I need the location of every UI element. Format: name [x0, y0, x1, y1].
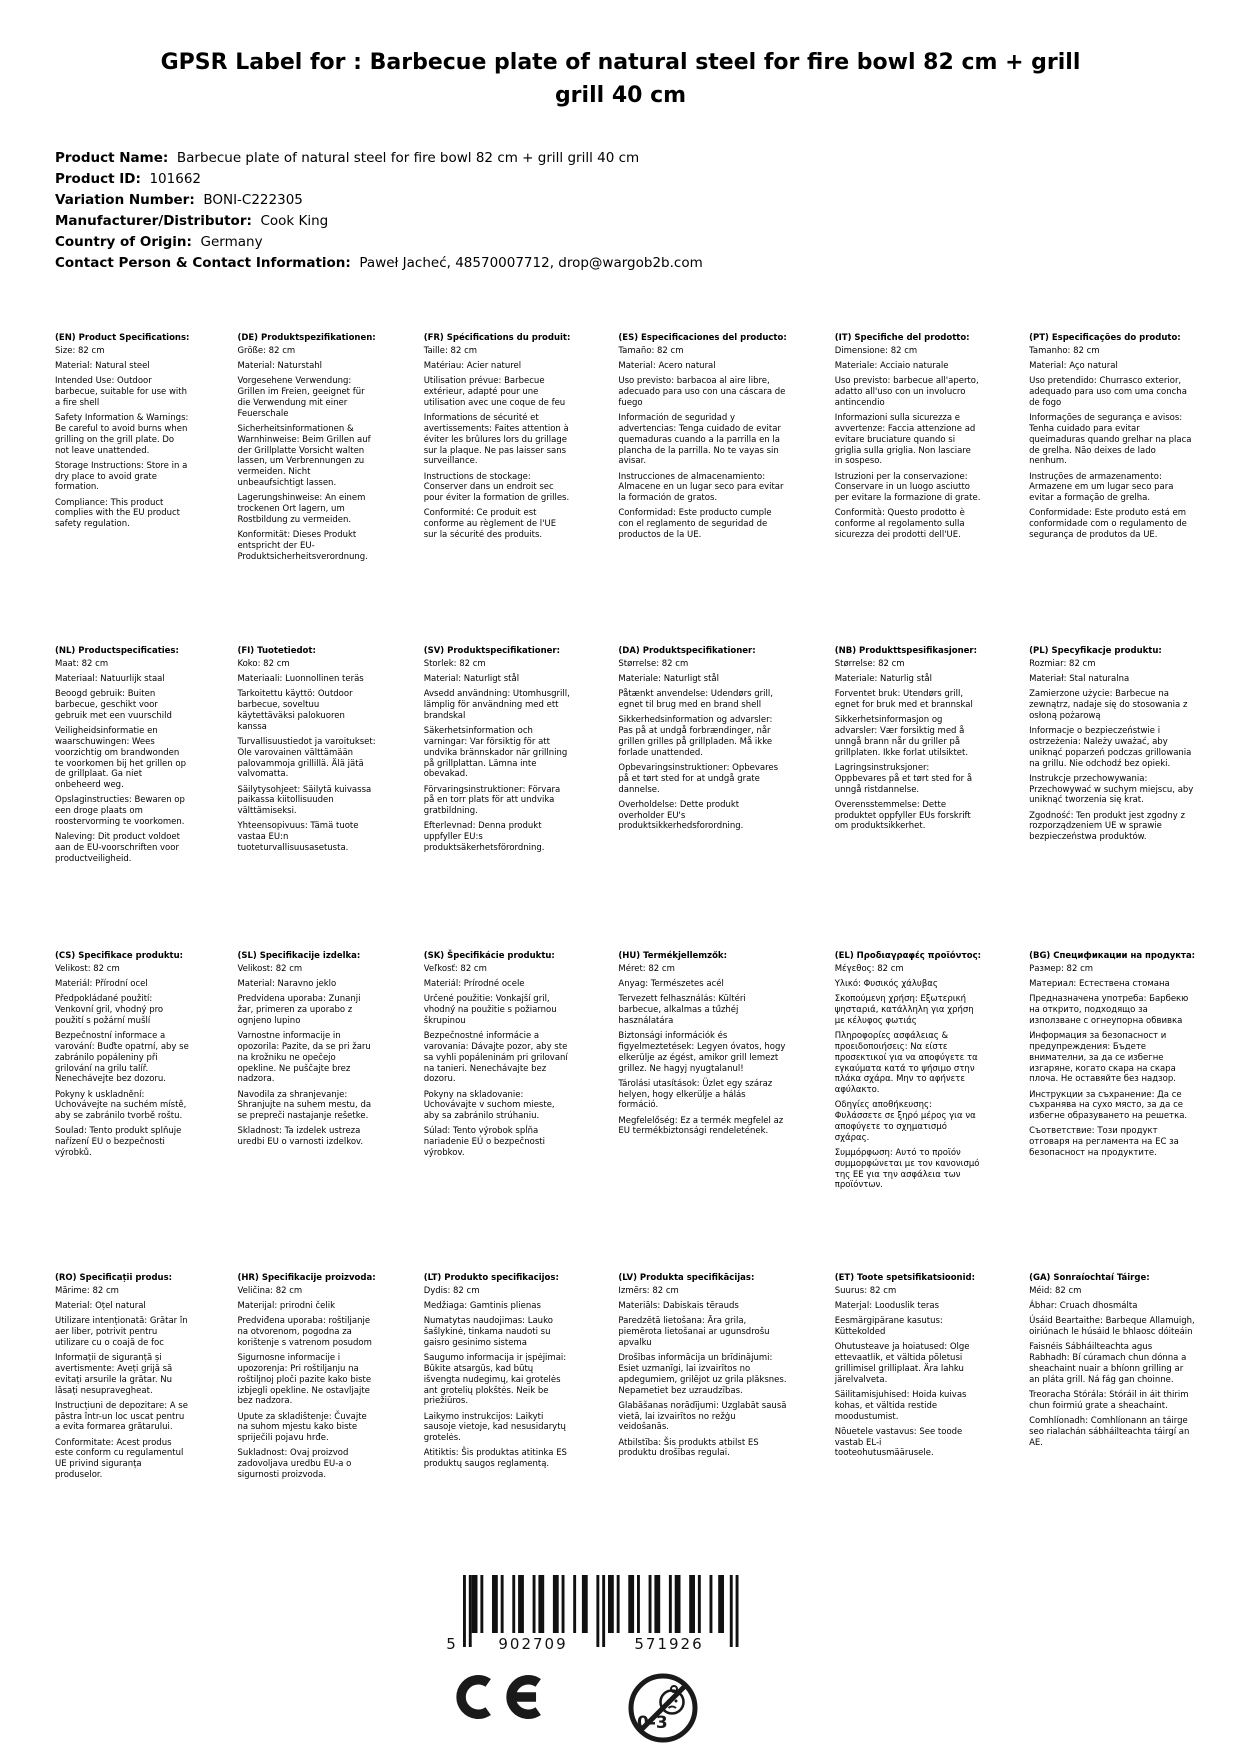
spec-paragraph: Úsáid Beartaithe: Barbeque Allamuigh, oiriúnach le húsáid le bhlaosc dóiteáin: [1029, 1316, 1195, 1338]
spec-paragraph: Größe: 82 cm: [237, 345, 296, 356]
info-label: Product ID:: [55, 170, 141, 187]
spec-paragraph: Conformité: Ce produit est conforme au règlement de l'UE sur la sécurité des produits.: [423, 508, 557, 540]
spec-paragraph: Instrucciones de almacenamiento: Almacene en un lugar seco para evitar la formación de gratos.: [618, 471, 784, 504]
spec-paragraph: Maat: 82 cm: [55, 658, 109, 669]
spec-paragraph: Información de seguridad y advertencias: Tenga cuidado de evitar quemaduras cuando a la parrilla en la plancha de la parrilla. No te vayas sin avisar.: [618, 413, 781, 467]
spec-paragraph: Koko: 82 cm: [237, 658, 290, 669]
lang-block-sl: [237, 951, 423, 1273]
spec-paragraph: Säilitamisjuhised: Hoida kuivas kohas, et vältida restide moodustumist.: [834, 1390, 967, 1422]
spec-paragraph: Soulad: Tento produkt splňuje nařízení EU o bezpečnosti výrobků.: [55, 1126, 182, 1158]
lang-block-et: [835, 1273, 1029, 1485]
info-label: Variation Number:: [55, 191, 195, 208]
info-value: 101662: [140, 170, 202, 187]
spec-paragraph: Materijal: prirodni čelik: [237, 1301, 336, 1312]
lang-block-fr: [424, 333, 619, 646]
lang-block-header: (LT) Produkto specifikacijos:: [423, 1273, 559, 1283]
spec-paragraph: Naleving: Dit product voldoet aan de EU-voorschriften voor productveiligheid.: [55, 832, 180, 864]
spec-paragraph: Zgodność: Ten produkt jest zgodny z rozporządzeniem UE w sprawie bezpieczeństwa produktów.: [1029, 810, 1185, 843]
spec-paragraph: Informações de segurança e avisos: Tenha cuidado para evitar queimaduras quando grelhar na placa de grelha. Não deixes de lado nenhum.: [1029, 413, 1192, 467]
spec-paragraph: Overensstemmelse: Dette produktet oppfyller EUs forskrift om produktsikkerhet.: [834, 799, 971, 832]
spec-paragraph: Medžiaga: Gamtinis plienas: [423, 1301, 541, 1312]
info-line: [55, 211, 1181, 232]
spec-paragraph: Storlek: 82 cm: [423, 658, 486, 669]
barcode-digit-left: 5: [446, 1635, 456, 1653]
spec-paragraph: Předpokládané použití: Venkovní gril, vhodný pro použití s požární mušlí: [55, 994, 164, 1026]
spec-paragraph: Uso previsto: barbacoa al aire libre, adecuado para uso con una cáscara de fuego: [618, 376, 786, 408]
spec-paragraph: Materiale: Acciaio naturale: [834, 361, 949, 372]
spec-paragraph: Opbevaringsinstruktioner: Opbevares på et tørt sted for at undgå grate dannelse.: [618, 763, 779, 795]
spec-paragraph: Efterlevnad: Denna produkt uppfyller EU:s produktsäkerhetsförordning.: [423, 821, 545, 853]
spec-paragraph: Material: Aço natural: [1029, 361, 1118, 372]
spec-paragraph: Σκοπούμενη χρήση: Εξωτερική ψησταριά, κατάλληλη για χρήση με κέλυφος φωτιάς: [834, 994, 974, 1026]
lang-block-header: (FI) Tuotetiedot:: [237, 646, 316, 656]
spec-paragraph: Pokyny k uskladnění: Uchovávejte na suchém místě, aby se zabránilo tvorbě roštu.: [55, 1089, 187, 1122]
spec-paragraph: Treoracha Stórála: Stóráil in áit thirim chun foirmiú grate a sheachaint.: [1029, 1390, 1189, 1411]
spec-paragraph: Bezpečnostné informácie a varovania: Dávajte pozor, aby ste sa vyhli popáleninám pri grilovaní na tanieri. Nenechávajte bez dozoru.: [423, 1031, 568, 1085]
barcode-graphic: [441, 1575, 743, 1655]
spec-paragraph: Materiale: Naturlig stål: [834, 674, 932, 685]
spec-paragraph: Информация за безопасност и предупреждения: Бъдете внимателни, за да се избегне изгаряне, когато скара на скара плоча. Не оставяйте без надзор.: [1029, 1031, 1176, 1085]
spec-paragraph: Størrelse: 82 cm: [834, 658, 905, 669]
language-grid: [55, 333, 1240, 1485]
spec-paragraph: Skladnost: Ta izdelek ustreza uredbi EU o varnosti izdelkov.: [237, 1126, 364, 1148]
lang-block-da: [618, 646, 834, 951]
lang-block-header: (PT) Especificações do produto:: [1029, 333, 1181, 343]
lang-block-lv: [618, 1273, 834, 1485]
spec-paragraph: Informații de siguranță și avertismente: Aveți grijă să evitați arsurile la grătar. Nu lăsați nesupravegheat.: [55, 1353, 173, 1396]
spec-paragraph: Materiaali: Luonnollinen teräs: [237, 674, 364, 685]
spec-paragraph: Navodila za shranjevanje: Shranjujte na suhem mestu, da se prepreči nastajanje rešetke.: [237, 1089, 372, 1122]
spec-paragraph: Safety Information & Warnings: Be careful to avoid burns when grilling on the grill plate. Do not leave unattended.: [55, 413, 189, 456]
info-label: Country of Origin:: [55, 233, 192, 250]
spec-paragraph: Material: Natural steel: [55, 361, 150, 372]
spec-paragraph: Инструкции за съхранение: Да се съхранява на сухо място, за да се избегне образуването на решетка.: [1029, 1089, 1188, 1122]
spec-paragraph: Sikkerhedsinformation og advarsler: Pas på at undgå forbrændinger, når grillen grilles på grillpladen. Må ikke forlade unattended.: [618, 715, 773, 758]
spec-paragraph: Συμμόρφωση: Αυτό το προϊόν συμμορφώνεται με τον κανονισμό της ΕΕ για την ασφάλεια των προϊόντων.: [834, 1148, 980, 1191]
lang-block-hr: [237, 1273, 423, 1485]
spec-paragraph: Drošības informācija un brīdinājumi: Esiet uzmanīgi, lai izvairītos no apdegumiem, grilējot uz grila plāksnes. Nepametiet bez uzraudzības.: [618, 1353, 787, 1396]
spec-paragraph: Uso previsto: barbecue all'aperto, adatto all'uso con un involucro antincendio: [834, 376, 979, 408]
lang-block-header: (HR) Specifikacije proizvoda:: [237, 1273, 376, 1283]
spec-paragraph: Velikost: 82 cm: [237, 963, 303, 974]
spec-paragraph: Tervezett felhasználás: Kültéri barbecue, alkalmas a tűzhéj használatára: [618, 994, 746, 1026]
spec-paragraph: Съответствие: Този продукт отговаря на регламента на ЕС за безопасност на продуктите.: [1029, 1126, 1179, 1158]
spec-paragraph: Tamaño: 82 cm: [618, 345, 684, 356]
spec-paragraph: Conformidad: Este producto cumple con el reglamento de seguridad de productos de la UE.: [618, 508, 772, 540]
spec-paragraph: Utilizare intenționată: Grătar în aer liber, potrivit pentru utilizare cu o coajă de foc: [55, 1316, 188, 1348]
spec-paragraph: Matériau: Acier naturel: [423, 361, 522, 372]
spec-paragraph: Taille: 82 cm: [423, 345, 478, 356]
spec-paragraph: Súlad: Tento výrobok spĺňa nariadenie EÚ o bezpečnosti výrobkov.: [423, 1126, 545, 1158]
spec-paragraph: Izmērs: 82 cm: [618, 1285, 679, 1296]
spec-paragraph: Predviđena uporaba: roštiljanje na otvorenom, pogodna za korištenje s vatrenom posudom: [237, 1316, 372, 1348]
spec-paragraph: Uso pretendido: Churrasco exterior, adequado para uso com uma concha de fogo: [1029, 376, 1187, 408]
spec-paragraph: Materiál: Prírodné ocele: [423, 979, 525, 990]
info-label: Product Name:: [55, 150, 169, 166]
spec-paragraph: Förvaringsinstruktioner: Förvara på en torr plats för att undvika gratbildning.: [423, 784, 561, 817]
info-value: Germany: [191, 233, 263, 250]
spec-paragraph: Méid: 82 cm: [1029, 1285, 1082, 1296]
barcode-digits-group2: 571926: [634, 1635, 704, 1653]
spec-paragraph: Laikymo instrukcijos: Laikyti sausoje vietoje, kad nesusidarytų grotelės.: [423, 1411, 566, 1444]
spec-paragraph: Sikkerhetsinformasjon og advarsler: Vær forsiktig med å unngå brann når du griller på grillplaten. Ikke forlat utilsiktet.: [834, 715, 969, 758]
page-title: [0, 46, 1241, 112]
compliance-marks: [455, 1671, 862, 1745]
spec-paragraph: Anyag: Természetes acél: [618, 979, 724, 990]
spec-paragraph: Intended Use: Outdoor barbecue, suitable for use with a fire shell: [55, 376, 187, 408]
bottom-marks-section: [392, 1575, 862, 1745]
spec-paragraph: Instrucțiuni de depozitare: A se păstra într-un loc uscat pentru a evita formarea grătarului.: [55, 1400, 188, 1433]
spec-paragraph: Istruzioni per la conservazione: Conservare in un luogo asciutto per evitare la formazione di grate.: [834, 471, 981, 504]
spec-paragraph: Comhlíonadh: Comhlíonann an táirge seo rialachán sábháilteachta táirgí an AE.: [1029, 1416, 1190, 1448]
lang-block-header: (CS) Specifikace produktu:: [55, 951, 184, 961]
lang-block-header: (DA) Produktspecifikationer:: [618, 646, 756, 656]
lang-block-header: (NB) Produkttspesifikasjoner:: [834, 646, 978, 656]
lang-block-sk: [424, 951, 619, 1273]
spec-paragraph: Μέγεθος: 82 cm: [834, 963, 904, 974]
age-warning-text: 0-3: [637, 1713, 668, 1733]
lang-block-nb: [835, 646, 1029, 951]
spec-paragraph: Storage Instructions: Store in a dry place to avoid grate formation.: [55, 460, 188, 493]
spec-paragraph: Biztonsági információk és figyelmeztetések: Legyen óvatos, hogy elkerülje az égést, amikor grill lemezt grillez. Ne hagyj nyugtalanul!: [618, 1031, 786, 1074]
spec-paragraph: Tarkoitettu käyttö: Outdoor barbecue, soveltuu käytettäväksi palokuoren kanssa: [237, 689, 353, 732]
spec-paragraph: Размер: 82 cm: [1029, 963, 1094, 974]
info-line: [55, 148, 1181, 169]
spec-paragraph: Υλικό: Φυσικός χάλυβας: [834, 979, 938, 990]
info-line: [55, 169, 1181, 190]
spec-paragraph: Sukladnost: Ovaj proizvod zadovoljava uredbu EU-a o sigurnosti proizvoda.: [237, 1448, 352, 1480]
spec-paragraph: Πληροφορίες ασφάλειας & προειδοποιήσεις: Να είστε προσεκτικοί για να αποφύγετε τα εγκαύματα κατά το ψήσιμο στην πλάκα σχάρα. Μην το αφήνετε αφύλακτο.: [834, 1031, 978, 1096]
spec-paragraph: Материал: Естествена стомана: [1029, 979, 1170, 990]
spec-paragraph: Forventet bruk: Utendørs grill, egnet for bruk med et brannskal: [834, 689, 973, 711]
lang-block-header: (EN) Product Specifications:: [55, 333, 190, 343]
lang-block-bg: [1029, 951, 1241, 1273]
spec-paragraph: Atbilstība: Šis produkts atbilst ES produktu drošības regulai.: [618, 1437, 759, 1459]
spec-paragraph: Størrelse: 82 cm: [618, 658, 689, 669]
spec-paragraph: Materiál: Přírodní ocel: [55, 979, 148, 990]
lang-block-header: (ET) Toote spetsifikatsioonid:: [834, 1273, 975, 1283]
info-line: [55, 232, 1181, 253]
spec-paragraph: Lagerungshinweise: An einem trockenen Ort lagern, um Rostbildung zu vermeiden.: [237, 493, 366, 525]
lang-block-it: [835, 333, 1029, 646]
ean-barcode: [441, 1575, 862, 1659]
spec-paragraph: Veiligheidsinformatie en waarschuwingen: Wees voorzichtig om brandwonden te voorkomen bij het grillen op de grillplaat. Ga niet onbeheerd weg.: [55, 726, 186, 791]
lang-block-header: (PL) Specyfikacje produktu:: [1029, 646, 1162, 656]
barcode-digits-group1: 902709: [498, 1635, 568, 1653]
lang-block-header: (DE) Produktspezifikationen:: [237, 333, 376, 343]
info-value: Paweł Jacheć, 48570007712, drop@wargob2b.com: [350, 254, 703, 271]
lang-block-es: [618, 333, 834, 646]
age-warning-0-3-icon: [626, 1671, 700, 1745]
spec-paragraph: Conformidade: Este produto está em conformidade com o regulamento de segurança de produtos da UE.: [1029, 508, 1187, 540]
lang-block-sv: [424, 646, 619, 951]
spec-paragraph: Material: Naravno jeklo: [237, 979, 337, 990]
spec-paragraph: Lagringsinstruksjoner: Oppbevares på et tørt sted for å unngå ristdannelse.: [834, 763, 973, 795]
page-title-text: GPSR Label for : Barbecue plate of natural steel for fire bowl 82 cm + grill grill 40 cm: [160, 50, 1081, 108]
spec-paragraph: Zamierzone użycie: Barbecue na zewnątrz, nadaje się do stosowania z osłoną pożarową: [1029, 689, 1188, 721]
spec-paragraph: Material: Naturstahl: [237, 361, 323, 372]
lang-block-header: (ES) Especificaciones del producto:: [618, 333, 787, 343]
spec-paragraph: Material: Naturligt stål: [423, 674, 520, 685]
lang-block-header: (FR) Spécifications du produit:: [423, 333, 571, 343]
spec-paragraph: Saugumo informacija ir įspėjimai: Būkite atsargūs, kad būtų išvengta nudegimų, kai grotelės ant grotelių plokštės. Neik be priežiūros.: [423, 1353, 567, 1407]
lang-block-en: [55, 333, 237, 646]
lang-block-header: (LV) Produkta specifikācijas:: [618, 1273, 755, 1283]
spec-paragraph: Paredzētā lietošana: Āra grila, piemērota lietošanai ar ugunsdrošu apvalku: [618, 1316, 770, 1348]
spec-paragraph: Compliance: This product complies with the EU product safety regulation.: [55, 497, 181, 530]
spec-paragraph: Instrukcje przechowywania: Przechowywać w suchym miejscu, aby uniknąć tworzenia się krat.: [1029, 773, 1194, 806]
lang-block-header: (GA) Sonraíochtaí Táirge:: [1029, 1273, 1150, 1283]
spec-paragraph: Avsedd användning: Utomhusgrill, lämplig för användning med ett brandskal: [423, 689, 570, 721]
spec-paragraph: Predvidena uporaba: Zunanji žar, primeren za uporabo z ognjeno lupino: [237, 994, 361, 1026]
spec-paragraph: Beoogd gebruik: Buiten barbecue, geschikt voor gebruik met een vuurschild: [55, 689, 172, 721]
lang-block-header: (SL) Specifikacije izdelka:: [237, 951, 361, 961]
spec-paragraph: Informations de sécurité et avertissements: Faites attention à éviter les brûlures lors du grillage sur la plaque. Ne pas laisser sans surveillance.: [423, 413, 569, 467]
lang-block-nl: [55, 646, 237, 951]
info-label: Contact Person & Contact Information:: [55, 254, 351, 271]
spec-paragraph: Konformität: Dieses Produkt entspricht der EU-Produktsicherheitsverordnung.: [237, 530, 368, 562]
spec-paragraph: Conformità: Questo prodotto è conforme al regolamento sulla sicurezza dei prodotti dell'UE.: [834, 508, 965, 540]
lang-block-header: (EL) Προδιαγραφές προϊόντος:: [834, 951, 982, 961]
spec-paragraph: Velikost: 82 cm: [55, 963, 120, 974]
lang-block-header: (IT) Specifiche del prodotto:: [834, 333, 970, 343]
spec-paragraph: Eesmärgipärane kasutus: Küttekolded: [834, 1316, 943, 1338]
lang-block-header: (NL) Productspecificaties:: [55, 646, 179, 656]
info-line: [55, 253, 1181, 274]
spec-paragraph: Sicherheitsinformationen & Warnhinweise: Beim Grillen auf der Grillplatte Vorsicht walten lassen, um Verbrennungen zu vermeiden. Nicht unbeaufsichtigt lassen.: [237, 423, 371, 488]
lang-block-ga: [1029, 1273, 1241, 1485]
lang-block-de: [237, 333, 423, 646]
lang-block-ro: [55, 1273, 237, 1485]
info-value: BONI-C222305: [194, 191, 303, 208]
spec-paragraph: Ohutusteave ja hoiatused: Olge ettevaatlik, et vältida põletusi grillimisel grilliplaat. Ära lahku järelvalveta.: [834, 1342, 970, 1385]
spec-paragraph: Предназначена употреба: Барбекю на открито, подходящо за използване с огнеупорна обвивка: [1029, 994, 1189, 1026]
spec-paragraph: Säkerhetsinformation och varningar: Var försiktig för att undvika brännskador när grillning på grillplattan. Lämna inte obevakad.: [423, 726, 568, 780]
spec-paragraph: Ábhar: Cruach dhosmálta: [1029, 1301, 1138, 1312]
lang-block-lt: [424, 1273, 619, 1485]
lang-block-header: (BG) Спецификации на продукта:: [1029, 951, 1196, 961]
lang-block-pt: [1029, 333, 1241, 646]
lang-block-hu: [618, 951, 834, 1273]
info-value: Barbecue plate of natural steel for fire bowl 82 cm + grill grill 40 cm: [168, 150, 640, 166]
lang-block-header: (SV) Produktspecifikationer:: [423, 646, 561, 656]
spec-paragraph: Rozmiar: 82 cm: [1029, 658, 1096, 669]
spec-paragraph: Varnostne informacije in opozorila: Pazite, da se pri žaru na krožniku ne opečejo opekline. Ne puščajte brez nadzora.: [237, 1031, 371, 1085]
product-info: [55, 148, 1181, 274]
spec-paragraph: Material: Acero natural: [618, 361, 716, 372]
spec-paragraph: Materjal: Looduslik teras: [834, 1301, 940, 1312]
spec-paragraph: Material: Oțel natural: [55, 1301, 146, 1312]
spec-paragraph: Yhteensopivuus: Tämä tuote vastaa EU:n tuoteturvallisuusasetusta.: [237, 821, 359, 853]
spec-paragraph: Faisnéis Sábháilteachta agus Rabhadh: Bí cúramach chun dónna a sheachaint nuair a bhíonn grilling ar an pláta grill. Ná fág gan choinne.: [1029, 1342, 1187, 1385]
spec-paragraph: Materiale: Naturligt stål: [618, 674, 719, 685]
spec-paragraph: Säilytysohjeet: Säilytä kuivassa paikassa kiitollisuuden välttämiseksi.: [237, 784, 372, 817]
lang-block-cs: [55, 951, 237, 1273]
spec-paragraph: Overholdelse: Dette produkt overholder EU's produktsikkerhedsforordning.: [618, 799, 744, 832]
spec-paragraph: Veľkosť: 82 cm: [423, 963, 487, 974]
spec-paragraph: Utilisation prévue: Barbecue extérieur, adapté pour une utilisation avec une coque de feu: [423, 376, 566, 408]
spec-paragraph: Påtænkt anvendelse: Udendørs grill, egnet til brug med en brand shell: [618, 689, 773, 711]
info-line: [55, 190, 1181, 211]
info-label: Manufacturer/Distributor:: [55, 212, 252, 229]
spec-paragraph: Tamanho: 82 cm: [1029, 345, 1100, 356]
spec-paragraph: Materiał: Stal naturalna: [1029, 674, 1130, 685]
ce-mark-icon: [455, 1671, 555, 1723]
spec-paragraph: Conformitate: Acest produs este conform cu regulamentul UE privind siguranța produselor.: [55, 1437, 184, 1480]
spec-paragraph: Informacje o bezpieczeństwie i ostrzeżenia: Należy uważać, aby uniknąć poparzeń podczas grillowania na grillu. Nie odchodź bez opieki.: [1029, 726, 1192, 769]
spec-paragraph: Megfelelőség: Ez a termék megfelel az EU termékbiztonsági rendeletének.: [618, 1115, 784, 1137]
spec-paragraph: Materiāls: Dabiskais tērauds: [618, 1301, 739, 1312]
spec-paragraph: Veličina: 82 cm: [237, 1285, 303, 1296]
lang-block-pl: [1029, 646, 1241, 951]
spec-paragraph: Turvallisuustiedot ja varoitukset: Ole varovainen välttämään palovammoja grillillä. Älä jätä valvomatta.: [237, 736, 376, 780]
spec-paragraph: Instructions de stockage: Conserver dans un endroit sec pour éviter la formation de grilles.: [423, 471, 570, 504]
lang-block-header: (HU) Termékjellemzők:: [618, 951, 727, 961]
spec-paragraph: Opslaginstructies: Bewaren op een droge plaats om roostervorming te voorkomen.: [55, 795, 185, 827]
spec-paragraph: Instruções de armazenamento: Armazene em um lugar seco para evitar a formação de grelha.: [1029, 471, 1174, 504]
lang-block-el: [835, 951, 1029, 1273]
spec-paragraph: Tárolási utasítások: Üzlet egy száraz helyen, hogy elkerülje a hálás formáció.: [618, 1078, 773, 1111]
lang-block-header: (RO) Specificații produs:: [55, 1273, 173, 1283]
spec-paragraph: Οδηγίες αποθήκευσης: Φυλάσσετε σε ξηρό μέρος για να αποφύγετε το σχηματισμό σχάρας.: [834, 1100, 976, 1143]
spec-paragraph: Suurus: 82 cm: [834, 1285, 897, 1296]
lang-block-header: (SK) Špecifikácie produktu:: [423, 951, 555, 961]
spec-paragraph: Vorgesehene Verwendung: Grillen im Freien, geeignet für die Verwendung mit einer Feuerschale: [237, 376, 365, 419]
spec-paragraph: Nõuetele vastavus: See toode vastab EL-i tooteohutusmäärusele.: [834, 1426, 963, 1459]
lang-block-fi: [237, 646, 423, 951]
spec-paragraph: Materiaal: Natuurlijk staal: [55, 674, 165, 685]
spec-paragraph: Mărime: 82 cm: [55, 1285, 119, 1296]
spec-paragraph: Atitiktis: Šis produktas atitinka ES produktų saugos reglamentą.: [423, 1448, 567, 1470]
info-value: Cook King: [251, 212, 329, 229]
spec-paragraph: Méret: 82 cm: [618, 963, 675, 974]
spec-paragraph: Upute za skladištenje: Čuvajte na suhom mjestu kako biste spriječili pojavu hrđe.: [237, 1411, 367, 1444]
spec-paragraph: Numatytas naudojimas: Lauko šašlykinė, tinkama naudoti su gaisro gesinimo sistema: [423, 1316, 553, 1348]
spec-paragraph: Sigurnosne informacije i upozorenja: Pri roštiljanju na roštiljnoj ploči pazite kako biste izbjegli opekline. Ne ostavljajte bez nadzora.: [237, 1353, 372, 1407]
spec-paragraph: Size: 82 cm: [55, 345, 105, 356]
spec-paragraph: Bezpečnostní informace a varování: Buďte opatrní, aby se zabránilo popáleniny při grilování na grilu talíř. Nenechávejte bez dozoru.: [55, 1031, 189, 1085]
spec-paragraph: Určené použitie: Vonkajší gril, vhodný na použitie s požiarnou škrupinou: [423, 994, 557, 1026]
spec-paragraph: Pokyny na skladovanie: Uchovávajte v suchom mieste, aby sa zabránilo strúhaniu.: [423, 1089, 555, 1122]
spec-paragraph: Dimensione: 82 cm: [834, 345, 918, 356]
spec-paragraph: Dydis: 82 cm: [423, 1285, 480, 1296]
spec-paragraph: Glabāšanas norādījumi: Uzglabāt sausā vietā, lai izvairītos no režģu veidošanās.: [618, 1400, 787, 1433]
spec-paragraph: Informazioni sulla sicurezza e avvertenze: Faccia attenzione ad evitare bruciature quando si griglia sulla griglia. Non lasciare in sospeso.: [834, 413, 976, 467]
